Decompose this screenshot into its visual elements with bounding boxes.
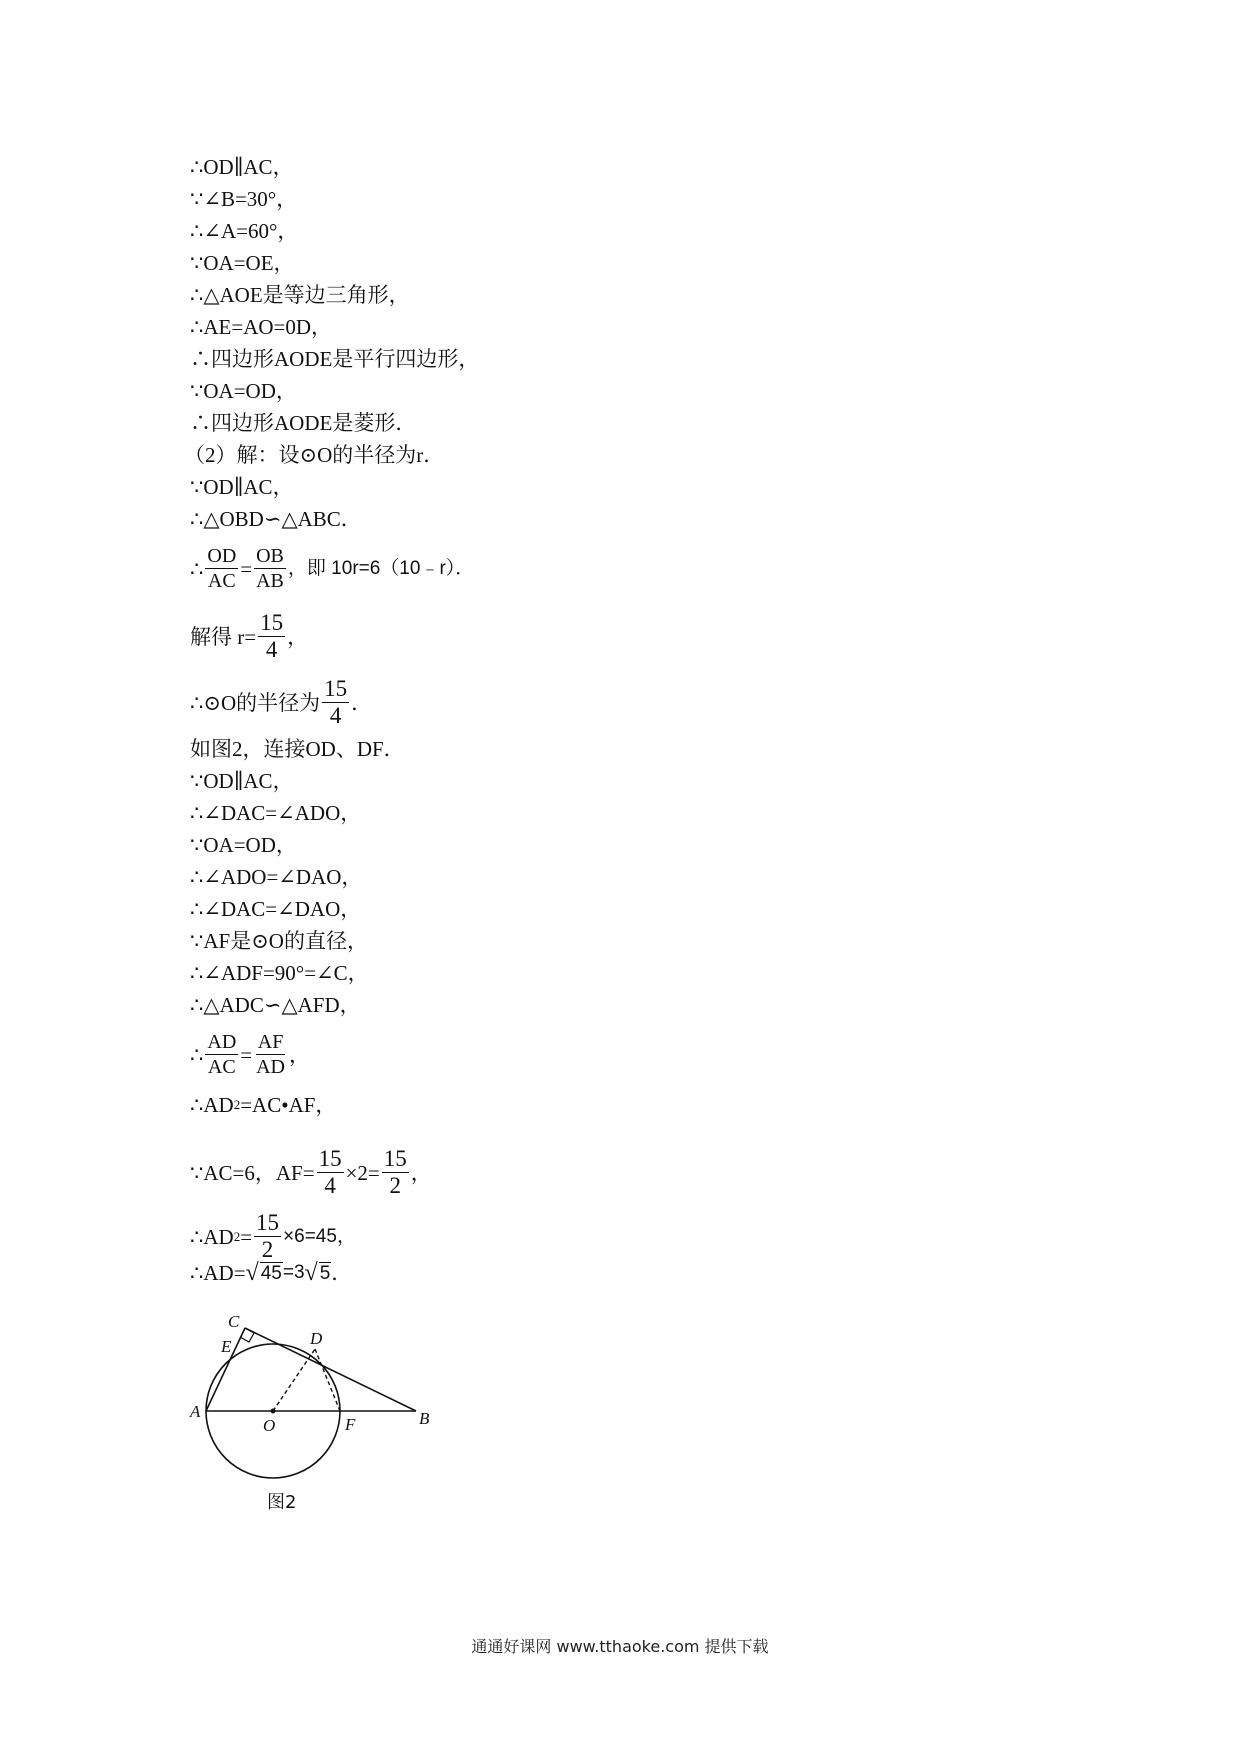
equation-text: ，即 10r=6（10﹣r）．: [287, 557, 475, 579]
proof-line: ∴OD∥AC，: [190, 155, 294, 179]
fraction-af-ad: [254, 1030, 287, 1079]
proof-line: ∵OA=OE，: [190, 251, 295, 275]
numerator: OB: [256, 545, 284, 567]
radicand: 45: [260, 1262, 282, 1284]
proof-line: ∵OD∥AC，: [190, 475, 294, 499]
expression: ∴AD: [190, 1224, 234, 1249]
equals-sign: =: [240, 1042, 253, 1067]
solve-r-line: [190, 610, 308, 663]
expression: ∴AD: [190, 1093, 234, 1117]
therefore-symbol: ∴: [190, 556, 204, 581]
label-d: D: [310, 1329, 323, 1348]
numerator: 15: [324, 676, 348, 701]
segment-df: [315, 1349, 340, 1411]
denominator: 4: [329, 703, 342, 728]
product-line: ∴AD 2 =AC•AF，: [190, 1093, 337, 1117]
denominator: AD: [256, 1056, 285, 1078]
proof-line: ∴四边形AODE是平行四边形，: [190, 347, 480, 371]
fraction-15-4: [317, 1146, 344, 1199]
label-c: C: [228, 1312, 240, 1331]
fraction-od-ac: [205, 544, 238, 593]
proof-line: ∴AE=AO=0D，: [190, 315, 333, 339]
radical-symbol: √: [245, 1260, 259, 1286]
expression: ∴AD=: [190, 1261, 246, 1285]
radius-text: ∴⊙O的半径为: [190, 690, 321, 715]
proof-line: ∴∠DAC=∠ADO，: [190, 801, 362, 825]
fraction-ob-ab: [254, 544, 286, 593]
center-point-o: [271, 1409, 276, 1414]
denominator: 4: [265, 637, 278, 662]
proof-line: ∴∠DAC=∠DAO，: [190, 897, 362, 921]
proof-line: ∵AF是⊙O的直径，: [190, 929, 368, 953]
label-e: E: [221, 1337, 232, 1356]
proof-line: ∴∠ADO=∠DAO，: [190, 865, 363, 889]
solve-text: 解得 r=: [190, 624, 257, 649]
fraction-15-4: [258, 610, 285, 663]
denominator: AC: [207, 1056, 236, 1078]
fraction-15-2: [382, 1146, 409, 1199]
label-f: F: [345, 1415, 356, 1434]
proof-line: ∵OA=OD，: [190, 379, 297, 403]
af-value-line: [190, 1146, 432, 1199]
label-a: A: [190, 1402, 201, 1421]
radical-symbol: √: [304, 1260, 318, 1286]
ad-result-line: [190, 1260, 352, 1286]
denominator: 4: [324, 1173, 336, 1198]
proof-line: ∴四边形AODE是菱形．: [190, 411, 417, 435]
ratio-equation: [190, 544, 474, 593]
denominator: 2: [389, 1173, 402, 1198]
equals-sign: =: [240, 1224, 253, 1249]
expression: ∵AC=6，AF=: [190, 1160, 315, 1185]
proof-line: ∴∠A=60°，: [190, 219, 299, 243]
part-2-heading: （2）解：设⊙O的半径为r．: [184, 443, 445, 467]
expression: =AC•AF，: [240, 1093, 337, 1117]
proof-line: ∵∠B=30°，: [190, 187, 298, 211]
fraction-15-4: [322, 676, 349, 729]
denominator: 2: [261, 1237, 274, 1262]
similar-ratio-equation: [190, 1030, 310, 1079]
equals-sign: =: [240, 556, 253, 581]
numerator: 15: [383, 1146, 407, 1171]
punctuation: ．: [351, 690, 373, 715]
proof-line: ∴△ADC∽△AFD，: [190, 993, 361, 1017]
expression: ×6=45，: [283, 1225, 356, 1247]
ad-squared-line: ∴AD 2 = $\frac{15}{2}$ ×6=45，: [190, 1210, 356, 1262]
proof-line: ∵OD∥AC，: [190, 769, 294, 793]
figure-caption: 图2: [267, 1492, 297, 1513]
numerator: 15: [256, 1210, 280, 1235]
fraction-15-2: [254, 1210, 281, 1263]
numerator: 15: [260, 610, 284, 635]
fraction-ad-ac: [205, 1030, 238, 1079]
numerator: AF: [257, 1031, 284, 1053]
punctuation: ，: [287, 624, 309, 649]
numerator: AD: [207, 1031, 237, 1053]
radicand: 5: [319, 1262, 331, 1284]
radius-line: [190, 676, 372, 729]
denominator: AC: [207, 570, 236, 592]
segment-od: [273, 1349, 315, 1411]
proof-line: ∵OA=OD，: [190, 833, 297, 857]
label-b: B: [419, 1409, 430, 1428]
geometry-figure-2: [185, 1300, 445, 1520]
expression: =3: [282, 1262, 305, 1283]
proof-line: 如图2，连接OD、DF．: [190, 737, 405, 761]
proof-line: ∴△OBD∽△ABC．: [190, 507, 362, 531]
segment-cb: [245, 1328, 416, 1411]
label-o: O: [263, 1416, 276, 1435]
proof-line: ∴△AOE是等边三角形，: [190, 283, 410, 307]
punctuation: ．: [331, 1261, 353, 1285]
proof-line: ∴∠ADF=90°=∠C，: [190, 961, 369, 985]
numerator: OD: [207, 545, 237, 567]
therefore-symbol: ∴: [190, 1042, 204, 1067]
punctuation: ，: [289, 1042, 310, 1067]
numerator: 15: [318, 1146, 342, 1171]
expression: ×2=: [345, 1160, 380, 1185]
punctuation: ，: [410, 1160, 432, 1185]
denominator: AB: [256, 570, 284, 592]
footer-credit: 通通好课网 www.tthaoke.com 提供下载: [471, 1637, 769, 1656]
